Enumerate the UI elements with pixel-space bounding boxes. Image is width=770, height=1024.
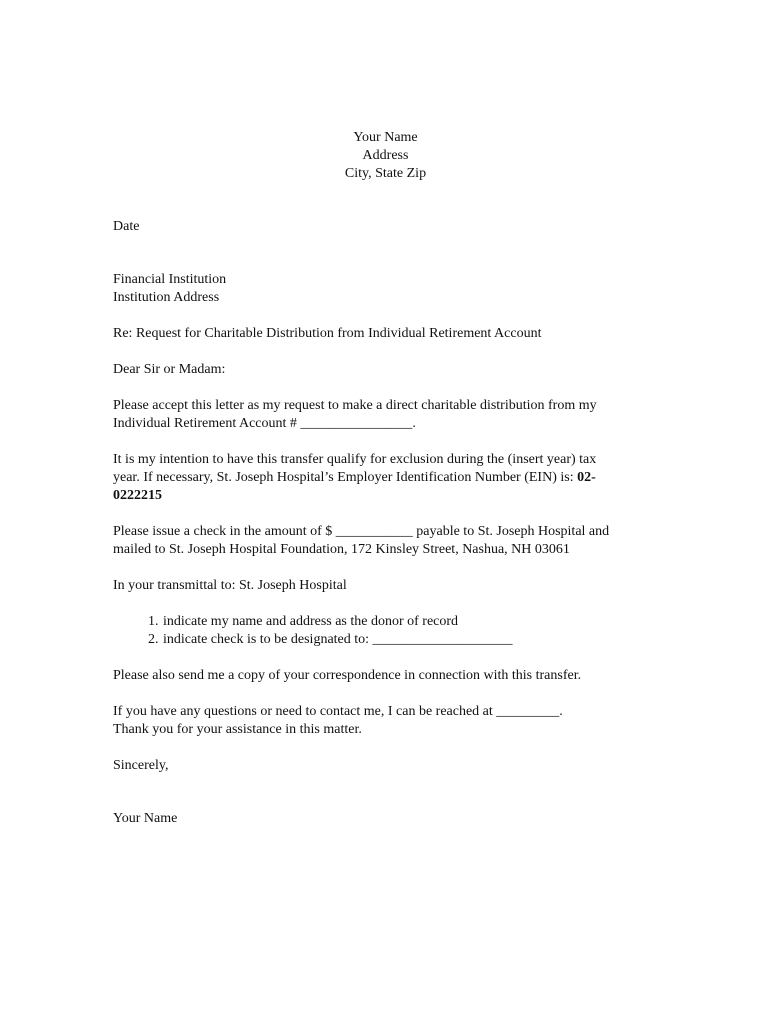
paragraph-check-line-1: Please issue a check in the amount of $ ___________ payable to St. Joseph Hospital and	[113, 524, 610, 539]
transmittal-list	[113, 613, 658, 649]
recipient-block	[113, 271, 658, 307]
subject-line: Re: Request for Charitable Distribution from Individual Retirement Account	[113, 326, 542, 341]
list-item: 1. indicate my name and address as the donor of record	[162, 613, 658, 631]
closing: Sincerely,	[113, 758, 169, 773]
sender-address: Address	[362, 148, 409, 163]
paragraph-contact-line-2: Thank you for your assistance in this matter.	[113, 722, 362, 737]
ein-intro-text: year. If necessary, St. Joseph Hospital’s Employer Identification Number (EIN) is:	[113, 470, 578, 485]
paragraph-contact-line-1: If you have any questions or need to contact me, I can be reached at _________.	[113, 704, 563, 719]
paragraph-ira-request-line-1: Please accept this letter as my request to make a direct charitable distribution from my	[113, 398, 597, 413]
paragraph-check	[113, 523, 658, 559]
ein-number-part-1: 02-	[577, 470, 596, 485]
sender-name: Your Name	[353, 130, 418, 145]
paragraph-exclusion	[113, 451, 658, 505]
signature-name: Your Name	[113, 811, 178, 826]
salutation: Dear Sir or Madam:	[113, 362, 226, 377]
ein-number-part-2: 0222215	[113, 488, 162, 503]
paragraph-copy-request: Please also send me a copy of your correspondence in connection with this transfer.	[113, 668, 582, 683]
paragraph-ira-request-line-2: Individual Retirement Account # ________________.	[113, 416, 416, 431]
date-line: Date	[113, 219, 140, 234]
letter-page	[113, 129, 658, 828]
paragraph-ira-request	[113, 397, 658, 433]
paragraph-exclusion-line-3	[113, 487, 658, 505]
recipient-address: Institution Address	[113, 290, 220, 305]
transmittal-intro: In your transmittal to: St. Joseph Hospital	[113, 578, 347, 593]
sender-city-state-zip: City, State Zip	[344, 166, 427, 181]
paragraph-check-line-2: mailed to St. Joseph Hospital Foundation, 172 Kinsley Street, Nashua, NH 03061	[113, 542, 570, 557]
paragraph-exclusion-line-1: It is my intention to have this transfer qualify for exclusion during the (insert year) tax	[113, 452, 597, 467]
paragraph-exclusion-line-2	[113, 469, 658, 487]
sender-block	[113, 129, 658, 183]
recipient-institution: Financial Institution	[113, 272, 227, 287]
paragraph-contact	[113, 703, 658, 739]
list-item: 2. indicate check is to be designated to: ____________________	[162, 631, 658, 649]
